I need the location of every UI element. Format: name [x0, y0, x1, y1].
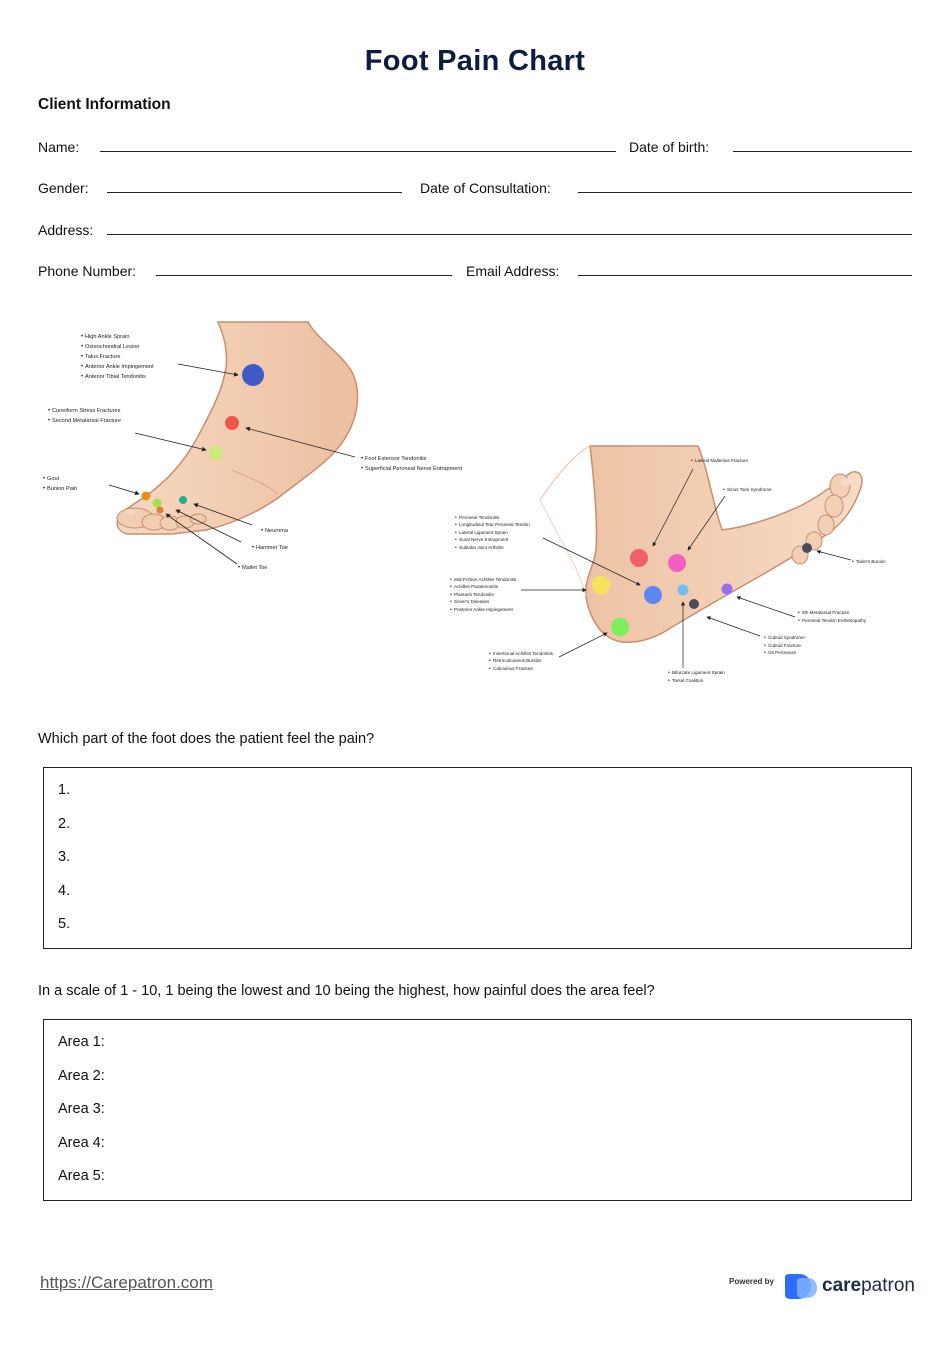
pain-point-midfoot [209, 446, 223, 460]
label-hammer-toe: Hammer Toe [256, 545, 288, 551]
name-field[interactable] [100, 151, 616, 152]
label-neuroma: Neuroma [265, 528, 289, 534]
brand-prefix: care [822, 1275, 862, 1296]
svg-text:•: • [450, 577, 452, 583]
svg-text:•: • [455, 545, 457, 551]
pain-point-bifurcate [678, 585, 689, 596]
label-achilles-1: Achilles Paratenonitis [454, 584, 498, 589]
pain-location-item-4[interactable]: 4. [58, 883, 71, 899]
phone-field[interactable] [156, 275, 452, 276]
label-fifth-0: 5th Metatarsal Fracture [802, 610, 850, 615]
carepatron-link[interactable]: https://Carepatron.com [40, 1273, 213, 1292]
pain-point-neuroma [153, 499, 162, 508]
svg-text:•: • [48, 418, 51, 424]
svg-text:•: • [238, 565, 241, 571]
label-cuboid-1: Cuboid Fracture [768, 643, 801, 648]
gender-field[interactable] [107, 192, 402, 193]
label-ankle-3: Anterior Ankle Impingement [85, 364, 154, 370]
label-bifurcate-0: Bifurcate Ligament Sprain [672, 670, 725, 675]
label-achilles-3: Sever's Diseases [454, 599, 490, 604]
label-ankle-1: Osteochondral Lesion [85, 344, 140, 350]
pain-location-item-2[interactable]: 2. [58, 816, 71, 832]
label-fifth-1: Peroneal Tendon Enthesopathy [802, 618, 867, 623]
svg-text:•: • [450, 607, 452, 613]
consultation-date-field[interactable] [578, 192, 912, 193]
label-insertional-2: Calcaneus Fracture [493, 666, 534, 671]
pain-scale-question: In a scale of 1 - 10, 1 being the lowest and 10 being the highest, how painful does the area feel? [38, 983, 655, 999]
label-sinus: Sinus Tarsi Syndrome [727, 487, 772, 492]
pain-scale-box[interactable] [43, 1019, 912, 1201]
pain-point-achilles [592, 576, 610, 594]
pain-location-question: Which part of the foot does the patient feel the pain? [38, 731, 375, 747]
consultation-date-label: Date of Consultation: [420, 180, 551, 196]
pain-point-fifth-metatarsal [722, 584, 733, 595]
label-peroneal-4: Subtalar Joint Arthritis [459, 545, 504, 550]
svg-text:•: • [723, 487, 725, 493]
name-label: Name: [38, 139, 80, 155]
phone-label: Phone Number: [38, 263, 137, 279]
pain-location-item-1[interactable]: 1. [58, 782, 71, 798]
area-5-rating[interactable]: Area 5: [58, 1168, 105, 1184]
label-peroneal-0: Peroneal Tendonitis [459, 515, 500, 520]
email-field[interactable] [578, 275, 912, 276]
svg-text:•: • [450, 584, 452, 590]
label-achilles-2: Plantaris Tendonitis [454, 592, 494, 597]
label-malleolus: Lateral Malleolus Fracture [695, 458, 749, 463]
label-mallet-toe: Mallet Toe [242, 565, 268, 571]
svg-text:•: • [764, 650, 766, 656]
svg-text:•: • [48, 408, 51, 414]
svg-text:•: • [455, 515, 457, 521]
svg-text:•: • [691, 458, 693, 464]
pain-point-sinus-tarsi [668, 554, 686, 572]
svg-text:•: • [455, 530, 457, 536]
svg-text:•: • [81, 364, 84, 370]
carepatron-wordmark [822, 1275, 915, 1297]
svg-text:•: • [489, 666, 491, 672]
label-achilles-0: Mid-Portion Achilles Tendonitis [454, 577, 517, 582]
client-info-heading: Client Information [38, 96, 171, 113]
label-peroneal-3: Sural Nerve Entrapment [459, 537, 509, 542]
label-insertional-1: Retrocalcaneus Bursitis [493, 658, 542, 663]
svg-text:•: • [455, 522, 457, 528]
svg-text:•: • [361, 466, 364, 472]
svg-text:•: • [450, 599, 452, 605]
label-ankle-0: High Ankle Sprain [85, 334, 130, 340]
pain-location-box[interactable] [43, 767, 912, 949]
address-field[interactable] [107, 234, 912, 235]
svg-text:•: • [798, 618, 800, 624]
svg-text:•: • [81, 374, 84, 380]
label-midfoot-0: Cuneiform Stress Fractures [52, 408, 121, 414]
svg-text:•: • [764, 635, 766, 641]
brand-suffix: patron [861, 1275, 915, 1296]
label-cuboid-2: Os Peroneum [768, 650, 797, 655]
pain-point-malleolus [630, 549, 648, 567]
area-1-rating[interactable]: Area 1: [58, 1034, 105, 1050]
pain-point-insertional [611, 618, 629, 636]
svg-text:•: • [668, 670, 670, 676]
dob-field[interactable] [733, 151, 912, 152]
svg-text:•: • [489, 658, 491, 664]
label-extensor-1: Superficial Peroneal Nerve Entrapment [365, 466, 463, 472]
pain-point-peroneal [644, 586, 662, 604]
label-extensor-0: Foot Extensor Tendonitis [365, 456, 427, 462]
svg-text:•: • [252, 545, 255, 551]
label-peroneal-2: Lateral Ligament Sprain [459, 530, 508, 535]
email-label: Email Address: [466, 263, 560, 279]
label-bifurcate-1: Tarsal Coalition [672, 678, 704, 683]
label-toe-1: Bunion Pain [47, 486, 78, 492]
area-4-rating[interactable]: Area 4: [58, 1135, 105, 1151]
svg-text:•: • [81, 354, 84, 360]
svg-text:•: • [489, 651, 491, 657]
label-ankle-2: Talus Fracture [85, 354, 121, 360]
pain-point-bunion [142, 492, 151, 501]
area-3-rating[interactable]: Area 3: [58, 1101, 105, 1117]
label-achilles-4: Posterior Ankle Impingement [454, 607, 513, 612]
pain-location-item-5[interactable]: 5. [58, 916, 71, 932]
dob-label: Date of birth: [629, 139, 710, 155]
svg-text:•: • [43, 476, 46, 482]
label-toe-0: Gout [47, 476, 60, 482]
powered-by-text: Powered by [729, 1277, 774, 1286]
svg-text:•: • [361, 456, 364, 462]
label-ankle-4: Anterior Tibial Tendonitis [85, 374, 146, 380]
page-title: Foot Pain Chart [364, 45, 586, 77]
svg-text:•: • [81, 334, 84, 340]
pain-point-hammer-toe [179, 496, 187, 504]
label-insertional-0: Insertional Achilles Tendonitis [493, 651, 553, 656]
address-label: Address: [38, 222, 94, 238]
foot-diagram [0, 310, 950, 700]
label-tailor: Tailor's Bunion [856, 559, 886, 564]
label-cuboid-0: Cuboid Syndrome [768, 635, 805, 640]
pain-point-extensor [225, 416, 239, 430]
svg-text:•: • [81, 344, 84, 350]
label-midfoot-1: Second Metatarsal Fracture [52, 418, 122, 424]
svg-text:•: • [450, 592, 452, 598]
pain-point-cuboid [689, 599, 699, 609]
carepatron-logo-icon [781, 1273, 819, 1301]
pain-point-tailors-bunion [802, 543, 812, 553]
svg-text:•: • [261, 528, 264, 534]
svg-text:•: • [798, 610, 800, 616]
label-peroneal-1: Longitudinal Tear Peroneal Tendon [459, 522, 530, 527]
pain-point-mallet-toe [157, 507, 164, 514]
svg-text:•: • [852, 559, 854, 565]
area-2-rating[interactable]: Area 2: [58, 1068, 105, 1084]
svg-text:•: • [455, 537, 457, 543]
pain-point-ankle-front [242, 364, 264, 386]
svg-text:•: • [43, 486, 46, 492]
pain-location-item-3[interactable]: 3. [58, 849, 71, 865]
svg-text:•: • [764, 643, 766, 649]
gender-label: Gender: [38, 180, 89, 196]
svg-text:•: • [668, 678, 670, 684]
